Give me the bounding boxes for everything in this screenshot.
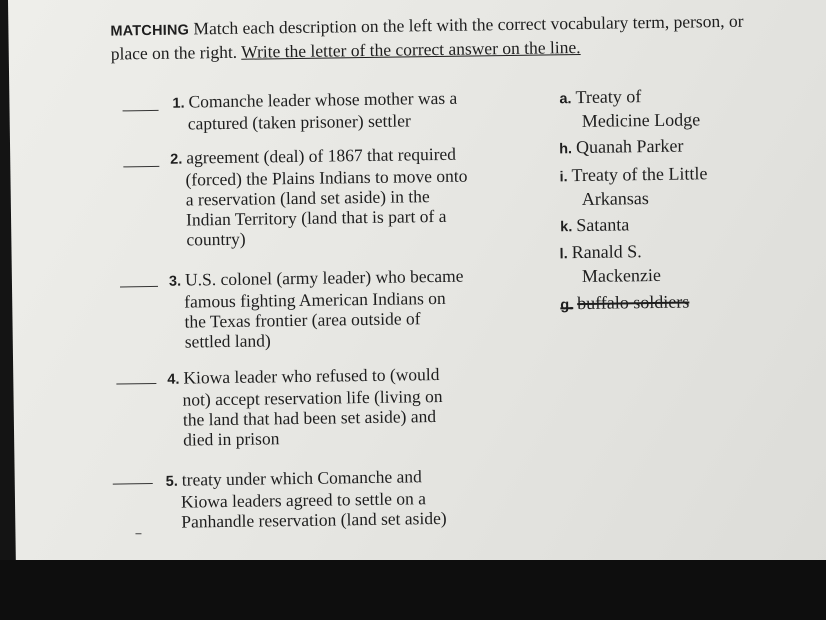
instructions-underlined: Write the letter of the correct answer on the line. xyxy=(241,37,581,62)
question-5: 5. treaty under which Comanche and Kiowa leaders agreed to settle on a Panhandle reservation (land set aside) xyxy=(165,466,447,532)
worksheet-page xyxy=(8,0,826,590)
question-number: 2. xyxy=(170,151,183,168)
answer-blank-3[interactable] xyxy=(120,286,158,288)
question-number: 5. xyxy=(165,473,178,490)
answer-choice-g-struck: g. buffalo soldiers xyxy=(560,291,690,314)
question-4: 4. Kiowa leader who refused to (would not) accept reservation life (living on the land that had been set aside) and died in prison xyxy=(167,364,443,450)
question-number: 3. xyxy=(168,273,182,290)
question-number: 1. xyxy=(172,95,185,112)
answer-choice-i: i. Treaty of the Little Arkansas xyxy=(559,163,708,210)
answer-choice-k: k. Satanta xyxy=(560,214,630,236)
matching-instructions xyxy=(110,10,751,65)
answer-blank-1[interactable] xyxy=(123,110,159,112)
answer-choice-l: l. Ranald S. Mackenzie xyxy=(559,241,661,287)
instructions-text: Match each description on the left with the correct vocabulary term, person, or place on the right. xyxy=(110,10,744,64)
question-1: 1. Comanche leader whose mother was a captured (taken prisoner) settler xyxy=(172,87,458,134)
question-number: 4. xyxy=(167,371,180,388)
question-3: 3. U.S. colonel (army leader) who became famous fighting American Indians on the Texas frontier (area outside of settled land) xyxy=(168,265,464,352)
question-2: 2. agreement (deal) of 1867 that required (forced) the Plains Indians to move onto a reservation (land set aside) in the Indian Territory (land that is part of a country) xyxy=(170,143,468,250)
section-label: MATCHING xyxy=(110,22,190,40)
stray-mark xyxy=(135,533,141,534)
desk-background xyxy=(0,560,826,620)
answer-blank-5[interactable] xyxy=(113,483,153,485)
answer-blank-4[interactable] xyxy=(116,383,156,385)
answer-choice-h: h. Quanah Parker xyxy=(559,135,684,158)
answer-blank-2[interactable] xyxy=(123,166,159,168)
answer-choice-a: a. Treaty of Medicine Lodge xyxy=(559,86,701,132)
